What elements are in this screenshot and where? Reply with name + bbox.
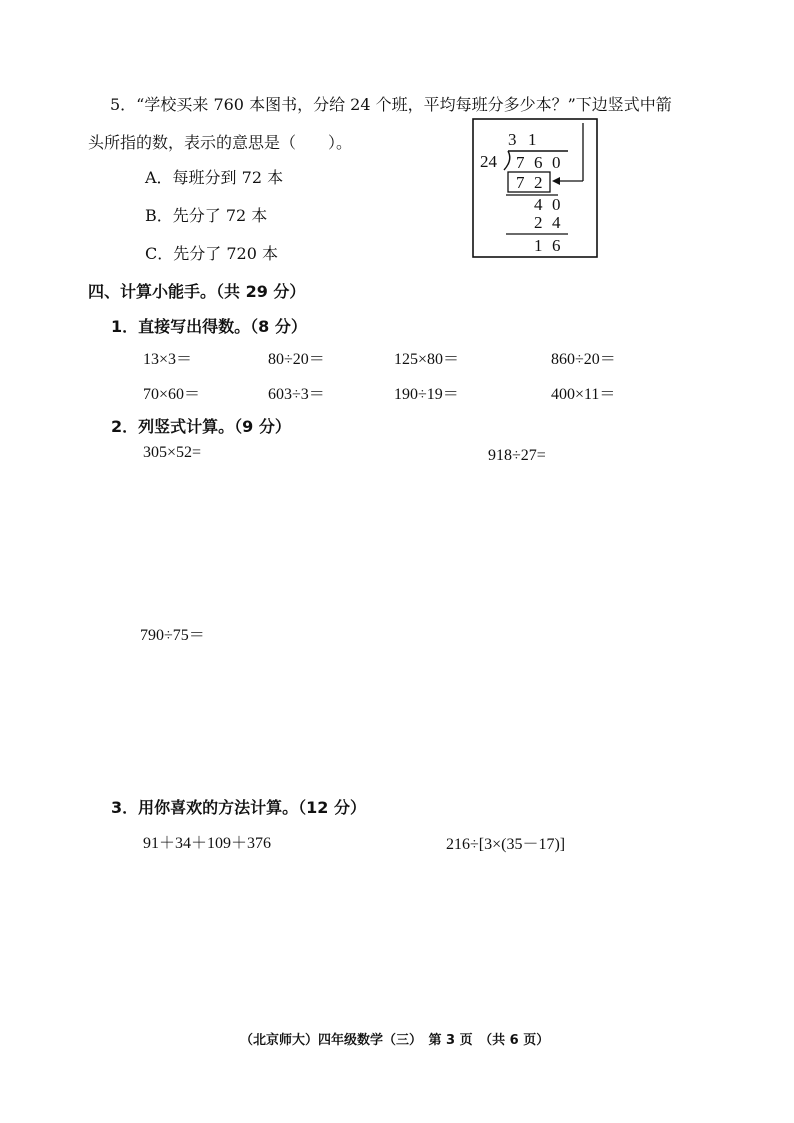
dividend-digit-1: 7 bbox=[516, 153, 525, 172]
method-item-1: 91＋34＋109＋376 bbox=[143, 835, 272, 852]
divisor: 24 bbox=[480, 152, 497, 171]
question-5-line-1: 5．“学校买来 760 本图书，分给 24 个班，平均每班分多少本？”下边竖式中箭 bbox=[110, 95, 672, 114]
vertical-item-2: 918÷27= bbox=[488, 447, 546, 464]
oral-item-1: 13×3＝ bbox=[143, 351, 193, 368]
oral-item-4: 860÷20＝ bbox=[551, 351, 616, 368]
remainder2-digit-2: 6 bbox=[552, 236, 561, 255]
part-1-title: 1．直接写出得数。（8 分） bbox=[111, 317, 307, 336]
quotient-digit-2: 1 bbox=[528, 130, 537, 149]
section-4-title: 四、计算小能手。（共 29 分） bbox=[88, 282, 306, 301]
vertical-item-1: 305×52= bbox=[143, 444, 202, 461]
product2-digit-2: 4 bbox=[552, 213, 561, 232]
oral-item-2: 80÷20＝ bbox=[268, 351, 325, 368]
option-b: B．先分了 72 本 bbox=[145, 206, 268, 225]
remainder1-digit-2: 0 bbox=[552, 195, 561, 214]
arrow-head-icon bbox=[552, 177, 560, 185]
remainder1-digit-1: 4 bbox=[534, 195, 543, 214]
part-2-title: 2．列竖式计算。（9 分） bbox=[111, 417, 291, 436]
oral-item-5: 70×60＝ bbox=[143, 386, 201, 403]
division-bracket bbox=[504, 151, 510, 170]
quotient-digit-1: 3 bbox=[508, 130, 517, 149]
long-division-figure bbox=[472, 118, 600, 260]
oral-item-3: 125×80＝ bbox=[394, 351, 460, 368]
boxed-digit-1: 7 bbox=[516, 173, 525, 192]
boxed-product-frame bbox=[508, 172, 550, 192]
oral-item-8: 400×11＝ bbox=[551, 386, 616, 403]
boxed-digit-2: 2 bbox=[534, 173, 543, 192]
dividend-digit-2: 6 bbox=[534, 153, 543, 172]
option-c: C．先分了 720 本 bbox=[145, 244, 278, 263]
oral-item-6: 603÷3＝ bbox=[268, 386, 325, 403]
option-a: A．每班分到 72 本 bbox=[145, 168, 284, 187]
vertical-item-3: 790÷75＝ bbox=[140, 627, 205, 644]
method-item-2: 216÷[3×(35－17)] bbox=[446, 836, 566, 853]
part-3-title: 3．用你喜欢的方法计算。（12 分） bbox=[111, 798, 366, 817]
question-5-line-2: 头所指的数，表示的意思是（ ）。 bbox=[88, 133, 353, 152]
oral-item-7: 190÷19＝ bbox=[394, 386, 459, 403]
dividend-digit-3: 0 bbox=[552, 153, 561, 172]
remainder2-digit-1: 1 bbox=[534, 236, 543, 255]
page-footer: （北京师大）四年级数学（三） 第 3 页 （共 6 页） bbox=[240, 1033, 550, 1048]
product2-digit-1: 2 bbox=[534, 213, 543, 232]
